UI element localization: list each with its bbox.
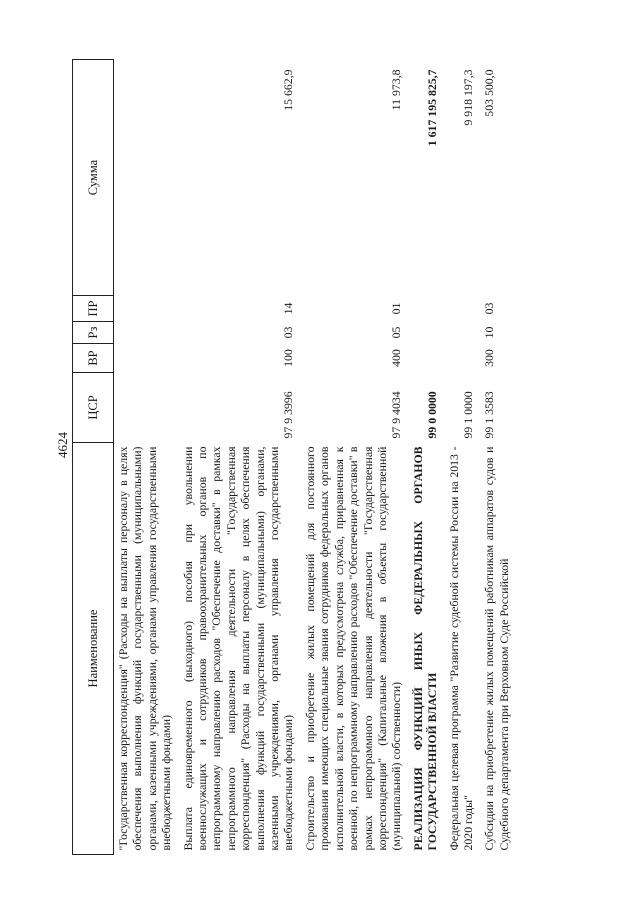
page-number: 4624 [55, 432, 70, 458]
row-pr: 01 [389, 302, 404, 315]
budget-table [72, 59, 514, 855]
table-row [299, 60, 407, 855]
row-rz: 05 [389, 326, 404, 339]
row-pr: 03 [482, 302, 497, 315]
budget-table-page [72, 60, 602, 855]
column-header-vr: ВР [73, 344, 114, 373]
table-row [407, 60, 443, 855]
row-sum: 11 973,8 [389, 69, 404, 111]
row-pr: 14 [281, 302, 296, 315]
row-name: Федеральная целевая программа "Развитие судебной системы России на 2013 - 2020 годы" [446, 446, 475, 851]
row-csr: 99 0 0000 [425, 391, 440, 439]
column-header-name: Наименование [73, 443, 114, 855]
row-rz: 03 [281, 326, 296, 339]
table-row [114, 60, 177, 855]
row-rz: 10 [482, 326, 497, 339]
row-vr [407, 344, 443, 373]
table-header-row [73, 60, 114, 855]
row-name: Субсидии на приобретение жилых помещений работникам аппаратов судов и Судебного департамента при Верховном Суде Российской [482, 446, 511, 851]
row-sum: 9 918 197,3 [460, 69, 475, 126]
column-header-rz: Рз [73, 322, 114, 344]
column-header-pr: ПР [73, 296, 114, 322]
row-rz [114, 322, 177, 344]
row-vr [114, 344, 177, 373]
row-name: Выплата единовременного (выходного) пособия при увольнении военнослужащих и сотрудников правоохранительных органов по непрограммному направлению расходов "Обеспечение доставки" в рамках непрограммного направления деятельности "Государственная корреспонденция" (Расходы на выплаты персоналу в целях обеспечения выполнения функций государственными (муниципальными) органами, казенными учреждениями, органами управления государственными внебюджетными фондами) [180, 446, 296, 851]
row-csr [114, 373, 177, 443]
row-pr [114, 296, 177, 322]
row-pr [407, 296, 443, 322]
row-pr [443, 296, 479, 322]
row-sum: 503 500,0 [482, 69, 497, 117]
row-name: "Государственная корреспонденция" (Расходы на выплаты персоналу в целях обеспечения выполнения функций государственными (муниципальными) органами, казенными учреждениями, органами управления государственными внебюджетными фондами) [116, 446, 174, 851]
row-rz [407, 322, 443, 344]
row-sum: 15 662,9 [281, 69, 296, 111]
table-row [177, 60, 299, 855]
row-name: Строительство и приобретение жилых помещений для постоянного проживания имеющих специальные звания сотрудников федеральных органов исполнительной власти, в которых предусмотрена служба, приравненная к военной, по непрограммному направлению расходов "Обеспечение доставки" в рамках непрограммного направления деятельности "Государственная корреспонденция" (Капитальные вложения в объекты государственной (муниципальной) собственности) [302, 446, 404, 851]
row-rz [443, 322, 479, 344]
column-header-csr: ЦСР [73, 373, 114, 443]
row-csr: 97 9 3996 [281, 391, 296, 439]
table-row [443, 60, 479, 855]
row-vr: 400 [389, 349, 404, 367]
column-header-sum: Сумма [73, 60, 114, 296]
table-row [478, 60, 514, 855]
row-vr: 100 [281, 349, 296, 367]
row-vr [443, 344, 479, 373]
row-csr: 99 1 3583 [482, 391, 497, 439]
row-vr: 300 [482, 349, 497, 367]
row-csr: 97 9 4034 [389, 391, 404, 439]
row-sum [114, 60, 177, 296]
row-name: РЕАЛИЗАЦИЯ ФУНКЦИЙ ИНЫХ ФЕДЕРАЛЬНЫХ ОРГАНОВ ГОСУДАРСТВЕННОЙ ВЛАСТИ [410, 446, 440, 851]
row-csr: 99 1 0000 [460, 391, 475, 439]
row-sum: 1 617 195 825,7 [425, 69, 440, 147]
